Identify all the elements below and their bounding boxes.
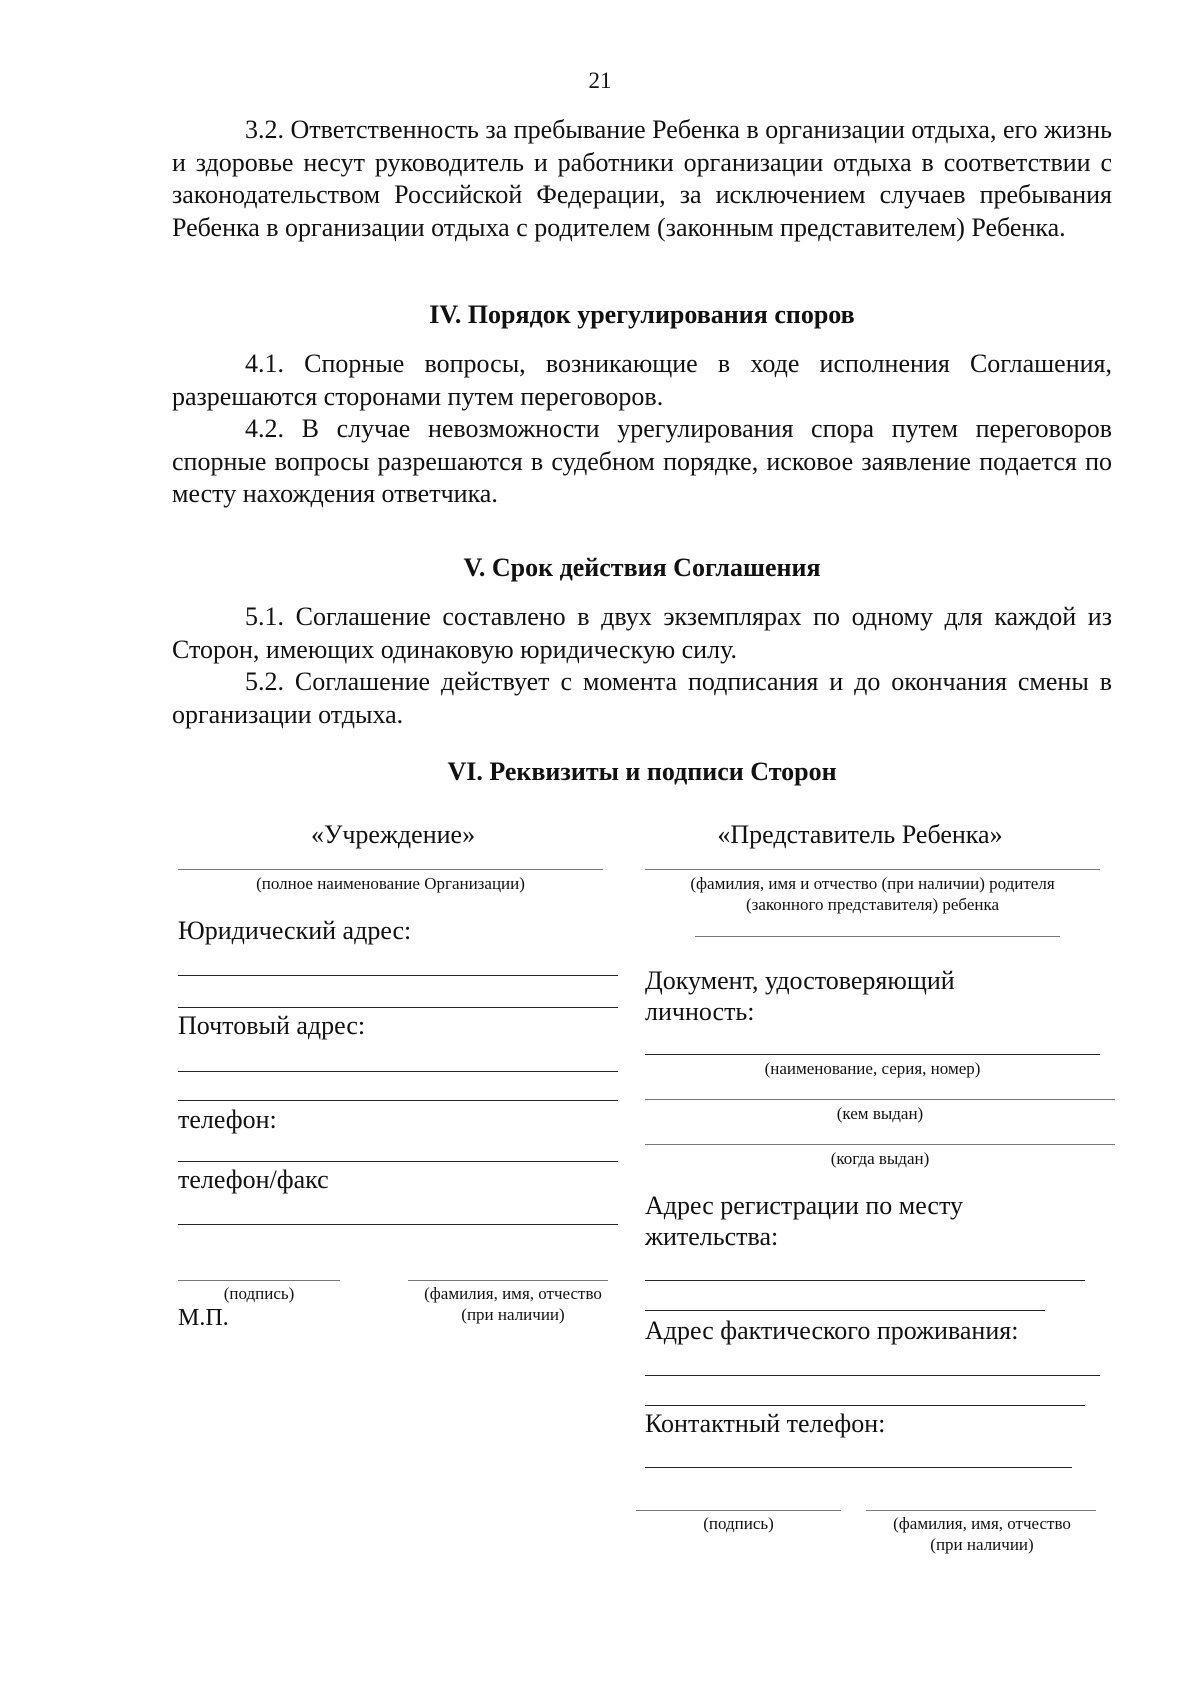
org-name-line xyxy=(178,869,603,870)
stamp-label: М.П. xyxy=(178,1305,229,1331)
heading-term: V. Срок действия Соглашения xyxy=(463,553,821,582)
contact-phone-label: Контактный телефон: xyxy=(645,1409,886,1438)
reg-address-label xyxy=(645,1190,963,1252)
postal-address-line-2 xyxy=(178,1100,618,1101)
section-4-body xyxy=(172,348,1112,511)
left-party-title: «Учреждение» xyxy=(310,820,476,849)
doc-name-line xyxy=(645,1054,1100,1055)
issued-when-caption: (когда выдан) xyxy=(830,1149,930,1168)
paragraph-5-1: 5.1. Соглашение составлено в двух экземплярах по одному для каждой из Сторон, имеющих одинаковую юридическую силу. xyxy=(172,602,1112,664)
heading-requisites: VI. Реквизиты и подписи Сторон xyxy=(447,757,837,786)
reg-address-line-2 xyxy=(645,1310,1045,1311)
rep-fio-caption xyxy=(866,1513,1098,1555)
rep-name-caption xyxy=(645,873,1100,915)
right-party-title: «Представитель Ребенка» xyxy=(717,820,1003,849)
org-fio-caption-line-2: (при наличии) xyxy=(461,1305,565,1324)
org-fio-caption-line-1: (фамилия, имя, отчество xyxy=(424,1284,602,1303)
id-document-label-line-1: Документ, удостоверяющий xyxy=(645,966,955,995)
paragraph-4-1: 4.1. Спорные вопросы, возникающие в ходе исполнения Соглашения, разрешаются сторонами путем переговоров. xyxy=(172,349,1112,411)
rep-fio-line xyxy=(866,1510,1096,1511)
rep-name-line xyxy=(645,869,1100,870)
legal-address-line-1 xyxy=(178,975,618,976)
phone-line xyxy=(178,1161,618,1162)
id-document-label xyxy=(645,965,955,1027)
issued-by-line xyxy=(645,1099,1115,1100)
rep-name-line-2 xyxy=(695,936,1060,937)
org-name-caption: (полное наименование Организации) xyxy=(256,874,525,893)
actual-address-line-1 xyxy=(645,1375,1100,1376)
section-5-body xyxy=(172,601,1112,731)
section-3-body xyxy=(172,114,1112,244)
rep-name-caption-line-1: (фамилия, имя и отчество (при наличии) родителя xyxy=(690,874,1055,893)
rep-signature-line xyxy=(636,1510,841,1511)
issued-when-line xyxy=(645,1144,1115,1145)
id-document-label-line-2: личность: xyxy=(645,997,755,1026)
org-fio-caption xyxy=(406,1283,620,1325)
contact-phone-line xyxy=(645,1467,1072,1468)
org-fio-line xyxy=(408,1280,608,1281)
phone-fax-line xyxy=(178,1224,618,1225)
rep-fio-caption-line-1: (фамилия, имя, отчество xyxy=(893,1514,1071,1533)
reg-address-label-line-1: Адрес регистрации по месту xyxy=(645,1191,963,1220)
paragraph-5-2: 5.2. Соглашение действует с момента подписания и до окончания смены в организации отдыха. xyxy=(172,667,1112,729)
paragraph-3-2: 3.2. Ответственность за пребывание Ребенка в организации отдыха, его жизнь и здоровье несут руководитель и работники организации отдыха в соответствии с законодательством Российской Федерации, за исключением случаев пребывания Ребенка в организации отдыха с родителем (законным представителем) Ребенка. xyxy=(172,115,1112,242)
postal-address-label: Почтовый адрес: xyxy=(178,1011,366,1040)
paragraph-4-2: 4.2. В случае невозможности урегулирования спора путем переговоров спорные вопросы разрешаются в судебном порядке, исковое заявление подается по месту нахождения ответчика. xyxy=(172,414,1112,508)
actual-address-line-2 xyxy=(645,1405,1085,1406)
reg-address-label-line-2: жительства: xyxy=(645,1222,779,1251)
doc-name-caption: (наименование, серия, номер) xyxy=(764,1059,981,1078)
reg-address-line-1 xyxy=(645,1280,1085,1281)
org-signature-caption: (подпись) xyxy=(223,1284,295,1303)
rep-name-caption-line-2: (законного представителя) ребенка xyxy=(745,895,1000,914)
org-signature-line xyxy=(178,1280,340,1281)
legal-address-label: Юридический адрес: xyxy=(178,916,412,945)
actual-address-label: Адрес фактического проживания: xyxy=(645,1316,1019,1345)
postal-address-line-1 xyxy=(178,1071,618,1072)
rep-signature-caption: (подпись) xyxy=(703,1514,774,1533)
issued-by-caption: (кем выдан) xyxy=(836,1104,924,1123)
heading-disputes: IV. Порядок урегулирования споров xyxy=(429,300,855,329)
rep-fio-caption-line-2: (при наличии) xyxy=(930,1535,1034,1554)
legal-address-line-2 xyxy=(178,1007,618,1008)
page-number: 21 xyxy=(588,68,612,93)
phone-fax-label: телефон/факс xyxy=(178,1165,329,1194)
phone-label: телефон: xyxy=(178,1105,277,1134)
